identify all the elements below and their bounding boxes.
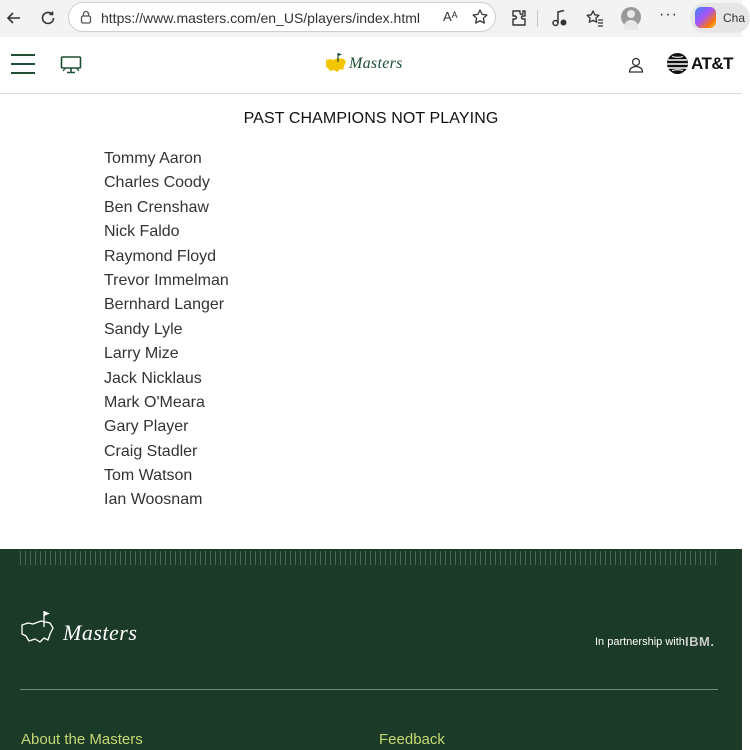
- partner-text: In partnership with: [595, 636, 685, 648]
- footer-divider: [20, 689, 718, 690]
- browser-toolbar: [0, 0, 746, 38]
- feedback-link[interactable]: Feedback: [379, 731, 445, 748]
- menu-icon[interactable]: [11, 54, 35, 74]
- copilot-label: Cha: [723, 11, 746, 25]
- lock-icon[interactable]: [78, 9, 94, 25]
- user-account-icon[interactable]: [627, 56, 645, 74]
- site-header: [0, 37, 742, 94]
- read-aloud-icon[interactable]: Aᴬ: [443, 9, 458, 24]
- list-item[interactable]: Tommy Aaron: [104, 150, 202, 167]
- url-text[interactable]: https://www.masters.com/en_US/players/index.html: [101, 10, 421, 26]
- list-item[interactable]: Bernhard Langer: [104, 296, 225, 314]
- list-item[interactable]: Jack Nicklaus: [104, 369, 202, 387]
- list-item[interactable]: Trevor Immelman: [104, 271, 229, 289]
- list-item[interactable]: Craig Stadler: [104, 442, 198, 460]
- past-champions-list: [104, 148, 229, 514]
- augusta-map-icon: [324, 51, 348, 75]
- toolbar-separator: [537, 10, 538, 27]
- refresh-icon[interactable]: [38, 8, 58, 28]
- media-icon[interactable]: [549, 8, 569, 28]
- att-logo-text: AT&T: [691, 54, 734, 73]
- list-item[interactable]: Charles Coody: [104, 174, 210, 192]
- footer-logo-text: Masters: [63, 620, 138, 645]
- watch-live-icon[interactable]: [60, 55, 82, 75]
- list-item[interactable]: Raymond Floyd: [104, 247, 217, 265]
- list-item[interactable]: Tom Watson: [104, 467, 193, 485]
- list-item[interactable]: Mark O'Meara: [104, 393, 205, 411]
- page-title: PAST CHAMPIONS NOT PLAYING: [243, 110, 499, 127]
- favorite-star-icon[interactable]: [471, 8, 489, 26]
- masters-logo-text: Masters: [349, 55, 403, 72]
- list-item[interactable]: Gary Player: [104, 418, 189, 436]
- copilot-icon: [695, 7, 716, 28]
- extensions-icon[interactable]: [509, 8, 529, 28]
- favorites-icon[interactable]: [585, 8, 605, 28]
- list-item[interactable]: Ben Crenshaw: [104, 198, 209, 216]
- list-item[interactable]: Larry Mize: [104, 345, 179, 363]
- att-globe-icon: [666, 52, 689, 75]
- list-item[interactable]: Ian Woosnam: [104, 491, 203, 509]
- about-the-masters-link[interactable]: About the Masters: [21, 731, 143, 748]
- footer-stripe-divider: [20, 551, 720, 565]
- list-item[interactable]: Nick Faldo: [104, 223, 180, 241]
- list-item[interactable]: Sandy Lyle: [104, 320, 183, 338]
- address-bar[interactable]: [68, 2, 496, 32]
- augusta-map-outline-icon: [20, 609, 60, 647]
- site-footer: [0, 549, 742, 750]
- ibm-logo[interactable]: IBM.: [685, 634, 715, 649]
- more-icon[interactable]: ···: [659, 6, 678, 23]
- back-arrow-icon[interactable]: [4, 8, 24, 28]
- copilot-button[interactable]: [690, 3, 750, 33]
- profile-avatar[interactable]: [621, 7, 641, 27]
